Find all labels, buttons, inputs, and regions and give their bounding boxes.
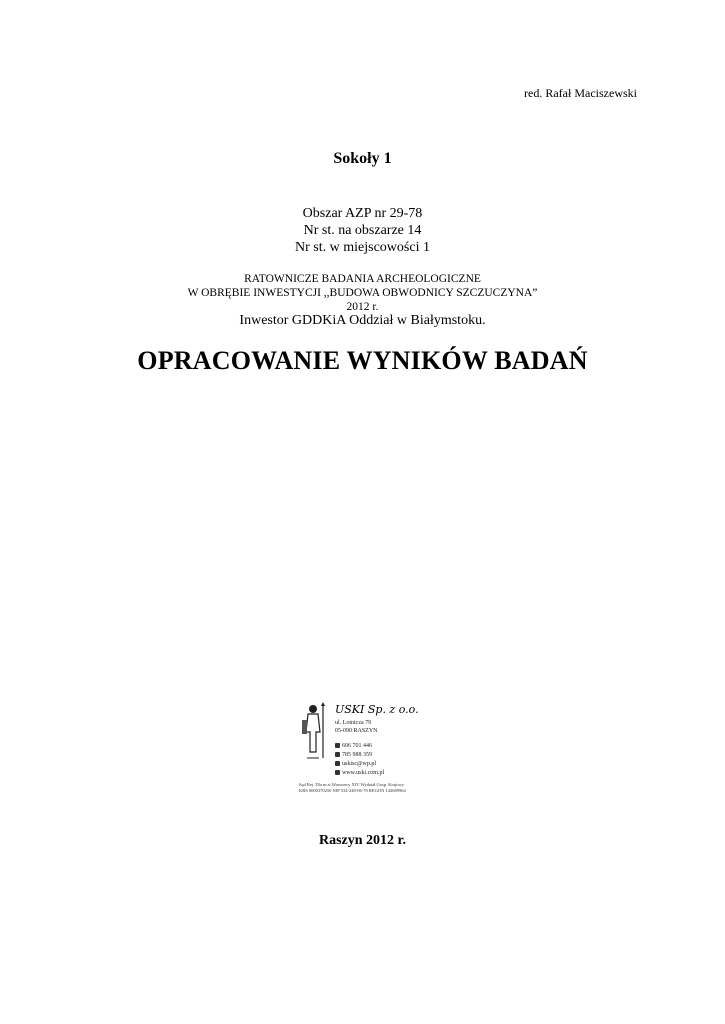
stamp-website-text: www.uski.com.pl bbox=[342, 770, 385, 776]
stamp-email-text: uskisc@wp.pl bbox=[342, 761, 377, 767]
area-number-line: Nr st. na obszarze 14 bbox=[303, 223, 422, 238]
stamp-court-registration: Sąd Rej. Dla m.st.Warszawy XIV Wydział Gosp. Krajowy bbox=[299, 782, 405, 787]
main-title: OPRACOWANIE WYNIKÓW BADAŃ bbox=[137, 346, 588, 375]
soldier-figure-icon bbox=[299, 702, 329, 760]
stamp-phone-1-text: 606 701 446 bbox=[342, 743, 372, 749]
editor-credit: red. Rafał Maciszewski bbox=[524, 86, 637, 100]
phone-icon bbox=[335, 743, 340, 748]
stamp-company-name: USKI Sp. z o.o. bbox=[335, 703, 419, 716]
stamp-email bbox=[335, 761, 376, 768]
globe-icon bbox=[335, 770, 340, 775]
site-title: Sokoły 1 bbox=[333, 150, 392, 167]
stamp-phone-1 bbox=[335, 743, 372, 750]
rescue-research-line: RATOWNICZE BADANIA ARCHEOLOGICZNE bbox=[244, 273, 481, 285]
stamp-company-ids: KRS 0000370250 NIP 534-248-06-70 REGON 142689964 bbox=[299, 788, 406, 793]
company-stamp bbox=[297, 700, 457, 795]
stamp-phone-2-text: 785 988 359 bbox=[342, 752, 372, 758]
stamp-phone-2 bbox=[335, 752, 372, 759]
stamp-postal: 05-090 RASZYN bbox=[335, 728, 378, 734]
azp-area-line: Obszar AZP nr 29-78 bbox=[302, 206, 423, 221]
town-number-line: Nr st. w miejscowości 1 bbox=[295, 240, 430, 255]
envelope-icon bbox=[335, 761, 340, 766]
mobile-phone-icon bbox=[335, 752, 340, 757]
stamp-street: ul. Lotnicza 79 bbox=[335, 720, 372, 726]
stamp-website bbox=[335, 770, 384, 777]
project-year: 2012 r. bbox=[346, 301, 379, 313]
investment-line: W OBRĘBIE INWESTYCJI ,,BUDOWA OBWODNICY SZCZUCZYNA” bbox=[187, 287, 538, 299]
investor-line: Inwestor GDDKiA Oddział w Białymstoku. bbox=[239, 313, 486, 328]
place-and-date: Raszyn 2012 r. bbox=[319, 833, 406, 848]
